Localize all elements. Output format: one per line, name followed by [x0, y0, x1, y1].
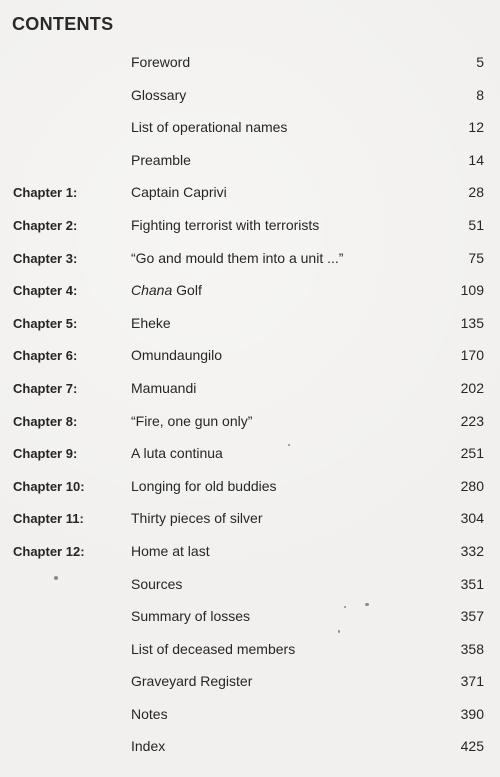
entry-title-text: A luta continua	[131, 445, 223, 462]
page-number: 8	[476, 86, 484, 103]
entry-title-text: Summary of losses	[131, 608, 251, 625]
entry-title-text: List of deceased members	[131, 640, 296, 657]
page-number: 223	[460, 412, 484, 429]
entry-title	[131, 543, 210, 559]
toc-entry	[0, 340, 500, 373]
chapter-number: Chapter 10:	[13, 478, 85, 494]
toc-entry	[0, 666, 500, 699]
entry-title	[131, 152, 191, 168]
entry-title	[131, 608, 250, 624]
toc-entry	[0, 275, 500, 308]
entry-title	[131, 706, 168, 722]
page-number: 358	[460, 640, 484, 657]
chapter-number: Chapter 7:	[13, 380, 78, 396]
toc-entry	[0, 80, 500, 113]
toc-entry	[0, 731, 500, 764]
entry-title-text: Mamuandi	[131, 379, 197, 396]
toc-entry	[0, 47, 500, 80]
entry-title-text: Notes	[131, 705, 168, 722]
chapter-number: Chapter 11:	[13, 511, 84, 527]
page-number: 135	[460, 314, 484, 331]
entry-title-text: Omundaungilo	[131, 347, 223, 364]
chapter-number: Chapter 2:	[13, 217, 78, 233]
entry-title-text: Graveyard Register	[131, 673, 253, 690]
page-number: 304	[460, 510, 484, 527]
toc-entry	[0, 699, 500, 732]
entry-title	[131, 641, 295, 657]
entry-title-text: Eheke	[131, 314, 171, 331]
entry-title-text: “Go and mould them into a unit ...”	[131, 249, 344, 266]
entry-title-text: Home at last	[131, 542, 210, 559]
entry-title	[131, 184, 227, 200]
toc-entry	[0, 438, 500, 471]
toc-entry	[0, 145, 500, 178]
page-number: 12	[468, 119, 484, 136]
paper-speck	[54, 576, 58, 580]
entry-title	[131, 445, 223, 461]
entry-title-text: List of operational names	[131, 119, 288, 136]
page-number: 170	[460, 347, 484, 364]
toc-entry	[0, 569, 500, 602]
entry-title	[131, 738, 165, 754]
page-number: 51	[468, 216, 484, 233]
entry-title-text: Golf	[172, 282, 202, 299]
page-number: 109	[460, 282, 484, 299]
toc-entry	[0, 177, 500, 210]
entry-title-text: Sources	[131, 575, 183, 592]
page-number: 332	[460, 542, 484, 559]
entry-title	[131, 282, 202, 298]
entry-title	[131, 315, 171, 331]
chapter-number: Chapter 6:	[13, 348, 78, 364]
toc-entry	[0, 112, 500, 145]
page-number: 251	[460, 445, 484, 462]
table-of-contents	[0, 47, 500, 764]
entry-title-text: Thirty pieces of silver	[131, 510, 263, 527]
page-number: 357	[460, 608, 484, 625]
page-number: 5	[476, 54, 484, 70]
chapter-number: Chapter 5:	[13, 315, 78, 331]
entry-title	[131, 673, 252, 689]
entry-title	[131, 413, 252, 429]
toc-entry	[0, 601, 500, 634]
toc-entry	[0, 634, 500, 667]
page-number: 202	[460, 379, 484, 396]
toc-entry	[0, 503, 500, 536]
entry-title	[131, 87, 186, 103]
chapter-number: Chapter 1:	[13, 185, 78, 201]
page-title: CONTENTS	[12, 14, 114, 34]
entry-title-text: Preamble	[131, 151, 191, 168]
page-number: 351	[460, 575, 484, 592]
paper-speck	[344, 606, 346, 608]
chapter-number: Chapter 9:	[13, 446, 78, 462]
chapter-number: Chapter 12:	[13, 543, 85, 559]
page-number: 28	[468, 184, 484, 201]
toc-entry	[0, 406, 500, 439]
paper-speck	[338, 630, 340, 633]
page-number: 371	[460, 673, 484, 690]
toc-entry	[0, 373, 500, 406]
toc-entry	[0, 471, 500, 504]
chapter-number: Chapter 4:	[13, 283, 78, 299]
paper-speck	[365, 603, 369, 606]
page-number: 280	[460, 477, 484, 494]
paper-speck	[288, 444, 290, 446]
entry-title	[131, 380, 196, 396]
entry-title-text: Index	[131, 738, 166, 755]
toc-entry	[0, 210, 500, 243]
entry-title-text: Longing for old buddies	[131, 477, 277, 494]
entry-title	[131, 217, 319, 233]
page-number: 390	[460, 705, 484, 722]
entry-title-text: Foreword	[131, 54, 191, 70]
entry-title	[131, 54, 190, 70]
entry-title	[131, 250, 343, 266]
page-number: 75	[468, 249, 484, 266]
toc-entry	[0, 536, 500, 569]
entry-title	[131, 347, 222, 363]
toc-entry	[0, 308, 500, 341]
chapter-number: Chapter 3:	[13, 250, 78, 266]
toc-entry	[0, 243, 500, 276]
entry-title	[131, 510, 262, 526]
entry-title	[131, 576, 182, 592]
entry-title-text: Captain Caprivi	[131, 184, 227, 201]
page-number: 14	[468, 151, 484, 168]
chapter-number: Chapter 8:	[13, 413, 78, 429]
entry-title-text: Glossary	[131, 86, 187, 103]
entry-title-text: “Fire, one gun only”	[131, 412, 253, 429]
page-number: 425	[460, 738, 484, 755]
entry-title	[131, 119, 287, 135]
entry-title-text: Fighting terrorist with terrorists	[131, 216, 320, 233]
entry-title	[131, 478, 277, 494]
entry-title-italic: Chana	[131, 282, 173, 299]
